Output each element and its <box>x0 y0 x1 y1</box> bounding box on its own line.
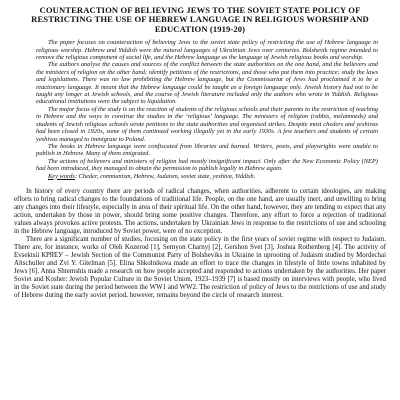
body-paragraph: There are a significant number of studies, focusing on the state policy in the first years of soviet regime with respect to Judaism. There are, for instance, works of Oleh Kozerod [1], Semyon Charnyj [2], Gershon Svet [3], Joshua Rothenberg [4]. The activity of Evsektsii КРЯЕУ – Jewish Section of the Communist Party of Bolsheviks in Ukraine in uprooting of Judaism studied by Mordechai Altschuller and Zvi Y. Gitelman [5]. Elina Shkolnikova made an effort to trace the changes in lifestyle of little towns inhabited by Jews [6]. Anna Shternshis made a research on how people accepted and responded to actions undertaken by the authorities. Her paper Soviet and Kosher: Jewish Popular Culture in the Soviet Union, 1923–1939 [7] is based mostly on interviews with people, who lived in the Soviet state during the period between the WW1 and WW2. The restriction of policy of Jews to the restrictions of use and study of Hebrew during the early soviet period, however, remains beyond the circle of research interest. <box>14 235 386 299</box>
abstract-paragraph: The authors analyse the causes and sources of the conflict between the state authorities on the one hand, and the believers and the ministers of religion on the other hand; identify petitions of the restrictions, and those who put them into practice; study the laws and legislations. There was no law prohibiting the Hebrew language, but the Commissariat of Jews had proclaimed it to be a reactionary language. It meant that the Hebrew language could be taught as a foreign language only. Jewish history had not to be taught any longer at Jewish schools, and the course of Jewish literature included only the authors who wrote in Yiddish. Religious educational institutions were the subject to liquidation. <box>36 61 378 106</box>
body-paragraph: In history of every country there are periods of radical changes, when authorities, adherent to certain ideologies, are making efforts to bring radical changes to the foundations of traditional life. People, on the one hand, are usually inert, and unwilling to bring any changes into their lifestyle, especially in area of their spiritual life. On the other hand, however, they are tending to expect that any action, undertaken by those in power, should bring some positive changes. Therefore, any effort to force a rejection of traditional values always provokes active protests. The actions, undertaken by Ukrainian Jews in response to the restrictions of use and schooling in the Hebrew language, introduced by Soviet power, were of no exception. <box>14 187 386 235</box>
abstract-paragraph: The actions of believers and ministers of religion had mostly insignificant impact. Only after the New Economic Policy (NEP) had been introduced, they managed to obtain the permission to publish legally in Hebrew again. <box>36 157 378 173</box>
keywords <box>36 173 378 180</box>
keywords-label: Key words <box>48 172 75 180</box>
abstract-paragraph: The paper focuses on counteraction of believing Jews to the soviet state policy of restricting the use of Hebrew language in religious worship. Hebrew and Yiddish were the natural languages of Ukrainian Jews over centuries. Bolshevik regime intended to remove the religious component of social life, and the Hebrew language as the language of Jewish religious books and worship. <box>36 39 378 62</box>
body-text <box>14 188 386 300</box>
abstract-paragraph: The major focus of the study is on the reaction of students of the religious schools and their parents to the restriction of teaching in Hebrew and the ways to construe the studies in the ‘religious’ language. The ministers of religion (rabbis, melammeds) and students of Jewish religious schools wrote petitions to the state authorities and organised strikes. Despite most cheders and yeshivas had been closed in 1920s, some of them continued working illegally yet in the early 1930s. A few teachers and students of certain yeshivas managed to immigrate to Poland. <box>36 105 378 143</box>
keywords-text: : Cheder, communism, Hebrew, Judaism, soviet state, yeshiva, Yiddish. <box>74 172 256 180</box>
abstract <box>36 39 378 180</box>
paper-title: COUNTERACTION OF BELIEVING JEWS TO THE SOVIET STATE POLICY OF RESTRICTING THE USE OF HEBREW LANGUAGE IN RELIGIOUS WORSHIP AND EDUCATION (1919-20) <box>31 5 369 34</box>
abstract-paragraph: The books in Hebrew language were confiscated from libraries and burned. Writers, poets, and playwrights were unable to publish in Hebrew. Many of them emigrated. <box>36 142 378 158</box>
